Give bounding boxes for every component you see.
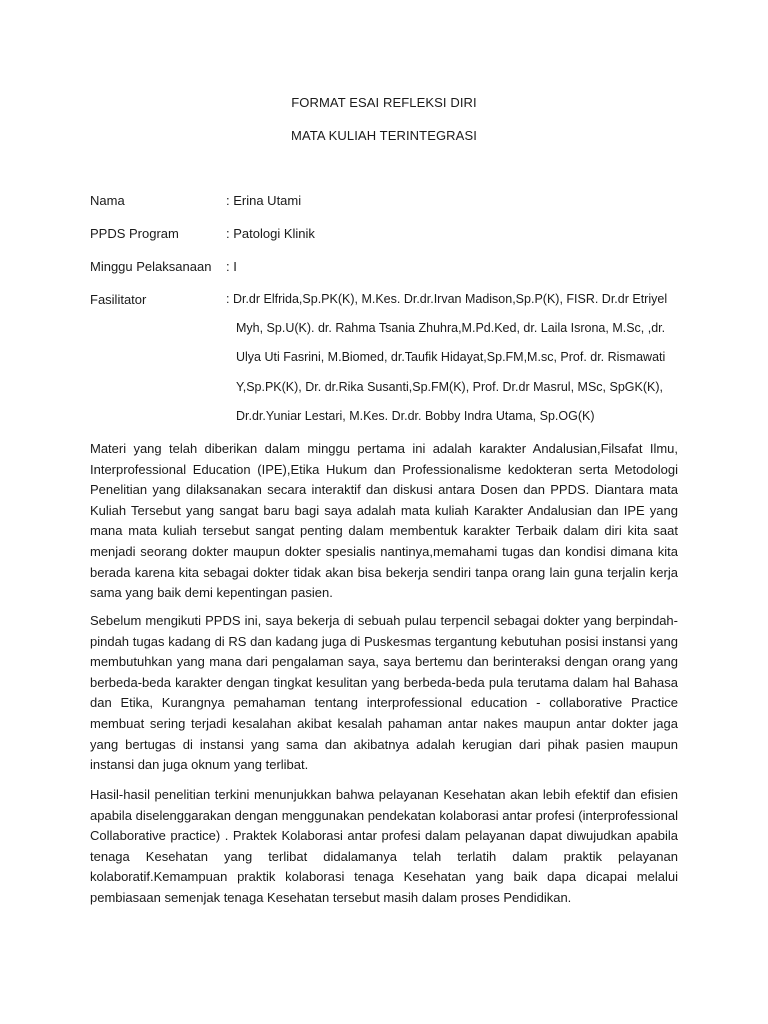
nama-label: Nama (90, 193, 125, 208)
body-paragraph-1: Materi yang telah diberikan dalam minggu pertama ini adalah karakter Andalusian,Filsafat Ilmu, Interprofessional Education (IPE),Etika Hukum dan Professionalisme kedokteran serta Metodologi Penelitian yang dilaksanakan secara interaktif dan diskusi antara Dosen dan PPDS. Diantara mata Kuliah Tersebut yang sangat baru bagi saya adalah mata kuliah Karakter Andalusian dan IPE yang mana mata kuliah tersebut sangat penting dalam membentuk karakter Terbaik dalam diri kita saat menjadi seorang dokter maupun dokter spesialis nantinya,memahami tugas dan kondisi dimana kita berada karena kita sebagai dokter tidak akan bisa bekerja sendiri tanpa orang lain guna terjalin kerja sama yang baik demi kepentingan pasien. (90, 441, 678, 601)
fasilitator-label: Fasilitator (90, 292, 147, 307)
nama-value: : Erina Utami (226, 193, 302, 208)
fasilitator-line: Myh, Sp.U(K). dr. Rahma Tsania Zhuhra,M.Pd.Ked, dr. Laila Isrona, M.Sc, ,dr. (236, 321, 666, 335)
program-label: PPDS Program (90, 226, 179, 241)
minggu-label: Minggu Pelaksanaan (90, 259, 212, 274)
fasilitator-line: Dr.dr.Yuniar Lestari, M.Kes. Dr.dr. Bobby Indra Utama, Sp.OG(K) (236, 409, 595, 423)
fasilitator-line: : Dr.dr Elfrida,Sp.PK(K), M.Kes. Dr.dr.Irvan Madison,Sp.P(K), FISR. Dr.dr Etriyel (226, 292, 668, 306)
minggu-value: : I (226, 259, 237, 274)
fasilitator-line: Ulya Uti Fasrini, M.Biomed, dr.Taufik Hidayat,Sp.FM,M.sc, Prof. dr. Rismawati (236, 350, 666, 364)
fasilitator-line: Y,Sp.PK(K), Dr. dr.Rika Susanti,Sp.FM(K), Prof. Dr.dr Masrul, MSc, SpGK(K), (236, 380, 663, 394)
program-value: : Patologi Klinik (226, 226, 315, 241)
document-subtitle: MATA KULIAH TERINTEGRASI (291, 128, 477, 143)
document-title: FORMAT ESAI REFLEKSI DIRI (291, 95, 477, 110)
body-paragraph-3: Hasil-hasil penelitian terkini menunjukkan bahwa pelayanan Kesehatan akan lebih efektif dan efisien apabila diselenggarakan dengan menggunakan pendekatan kolaborasi antar profesi (interprofessional Collaborative practice) . Praktek Kolaborasi antar profesi dalam pelayanan dapat diwujudkan apabila tenaga Kesehatan yang terlibat didalamanya telah terlatih dalam praktik pelayanan kolaboratif.Kemampuan praktik kolaborasi tenaga Kesehatan yang baik dapa dicapai melalui pembiasaan semenjak tenaga Kesehatan tersebut masih dalam proses Pendidikan. (90, 787, 678, 905)
body-paragraph-2: Sebelum mengikuti PPDS ini, saya bekerja di sebuah pulau terpencil sebagai dokter yang berpindah-pindah tugas kadang di RS dan kadang juga di Puskesmas tergantung kebutuhan posisi instansi yang membutuhkan yang mana dari pengalaman saya, saya bertemu dan berinteraksi dengan orang yang berbeda-beda karakter dengan tingkat kesulitan yang berbeda-beda pula terutama dalam hal Bahasa dan Etika, Kurangnya pemahaman tentang interprofessional education - collaborative Practice membuat sering terjadi kesalahan akibat kesalah pahaman antar nakes maupun antar dokter jaga yang bertugas di instansi yang sama dan akibatnya adalah kerugian dari pihak pasien maupun instansi dan juga oknum yang terlibat. (90, 613, 678, 773)
